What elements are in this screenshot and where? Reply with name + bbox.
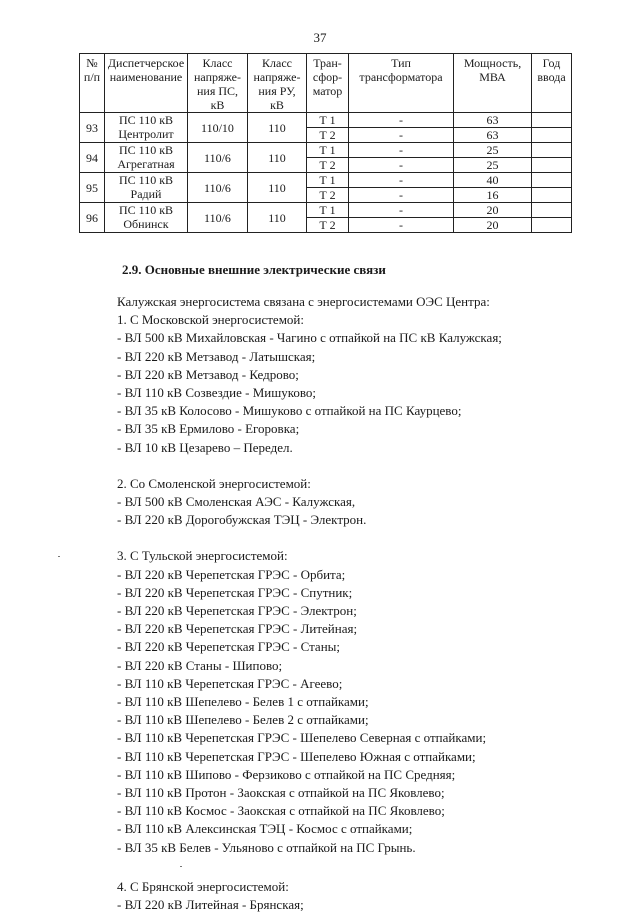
- page-number: 37: [313, 30, 327, 45]
- row-transformer: Т 1: [307, 113, 349, 128]
- row-power: 25: [454, 143, 532, 158]
- header-ru-voltage: Класс напряже-ния РУ, кВ: [248, 54, 307, 113]
- row-num: 94: [80, 143, 105, 173]
- list-item: - ВЛ 220 кВ Дорогобужская ТЭЦ - Электрон.: [117, 512, 367, 528]
- list-item: - ВЛ 500 кВ Михайловская - Чагино с отпайкой на ПС кВ Калужская;: [117, 330, 502, 346]
- row-ru-voltage: 110: [248, 203, 307, 233]
- header-year: Год ввода: [532, 54, 572, 113]
- list-item: - ВЛ 220 кВ Черепетская ГРЭС - Электрон;: [117, 603, 357, 619]
- group-heading-tula: 3. С Тульской энергосистемой:: [117, 548, 288, 564]
- header-power: Мощность, МВА: [454, 54, 532, 113]
- row-ps-voltage: 110/10: [188, 113, 248, 143]
- list-item: - ВЛ 220 кВ Метзавод - Латышская;: [117, 348, 316, 364]
- paragraph-gap: [117, 857, 627, 878]
- row-type: -: [349, 158, 454, 173]
- row-transformer: Т 2: [307, 218, 349, 233]
- row-power: 20: [454, 203, 532, 218]
- row-transformer: Т 1: [307, 173, 349, 188]
- list-item: - ВЛ 220 кВ Станы - Шипово;: [117, 657, 283, 673]
- row-name: ПС 110 кВ Агрегатная: [105, 143, 188, 173]
- paragraph-gap: [117, 457, 627, 475]
- header-transformer-type: Тип трансформатора: [349, 54, 454, 113]
- section-body: [117, 293, 627, 914]
- row-name: ПС 110 кВ Радий: [105, 173, 188, 203]
- row-num: 95: [80, 173, 105, 203]
- table-row: [80, 113, 572, 128]
- row-transformer: Т 2: [307, 158, 349, 173]
- list-item: - ВЛ 35 кВ Белев - Ульяново с отпайкой на ПС Грынь.: [117, 839, 416, 855]
- row-year: [532, 188, 572, 203]
- list-item: - ВЛ 10 кВ Цезарево – Передел.: [117, 439, 293, 455]
- scan-speck: [58, 556, 60, 557]
- list-item: - ВЛ 110 кВ Черепетская ГРЭС - Шепелево Северная с отпайками;: [117, 730, 487, 746]
- row-ps-voltage: 110/6: [188, 203, 248, 233]
- row-transformer: Т 2: [307, 188, 349, 203]
- row-ru-voltage: 110: [248, 113, 307, 143]
- paragraph-gap: [117, 529, 627, 547]
- list-item: - ВЛ 110 кВ Протон - Заокская с отпайкой на ПС Яковлево;: [117, 785, 445, 801]
- row-power: 63: [454, 113, 532, 128]
- row-power: 63: [454, 128, 532, 143]
- header-transformer: Тран-сфор-матор: [307, 54, 349, 113]
- list-item: - ВЛ 110 кВ Шепелево - Белев 1 с отпайками;: [117, 694, 369, 710]
- list-item: - ВЛ 220 кВ Литейная - Брянская;: [117, 897, 304, 913]
- row-year: [532, 218, 572, 233]
- table-header-row: [80, 54, 572, 113]
- list-item: - ВЛ 110 кВ Шипово - Ферзиково с отпайкой на ПС Средняя;: [117, 766, 456, 782]
- group-heading-bryansk: 4. С Брянской энергосистемой:: [117, 878, 289, 894]
- row-ru-voltage: 110: [248, 173, 307, 203]
- row-power: 16: [454, 188, 532, 203]
- row-type: -: [349, 113, 454, 128]
- list-item: - ВЛ 220 кВ Черепетская ГРЭС - Станы;: [117, 639, 340, 655]
- list-item: - ВЛ 110 кВ Созвездие - Мишуково;: [117, 385, 317, 401]
- row-transformer: Т 1: [307, 203, 349, 218]
- group-heading-moscow: 1. С Московской энергосистемой:: [117, 312, 304, 328]
- list-item: - ВЛ 500 кВ Смоленская АЭС - Калужская,: [117, 494, 356, 510]
- row-power: 25: [454, 158, 532, 173]
- row-year: [532, 128, 572, 143]
- scan-speck: [180, 866, 182, 867]
- row-name: ПС 110 кВ Обнинск: [105, 203, 188, 233]
- section-title: 2.9. Основные внешние электрические связи: [122, 262, 386, 277]
- row-ru-voltage: 110: [248, 143, 307, 173]
- list-item: - ВЛ 220 кВ Метзавод - Кедрово;: [117, 366, 299, 382]
- row-num: 96: [80, 203, 105, 233]
- row-transformer: Т 2: [307, 128, 349, 143]
- row-transformer: Т 1: [307, 143, 349, 158]
- group-heading-smolensk: 2. Со Смоленской энергосистемой:: [117, 475, 311, 491]
- row-year: [532, 143, 572, 158]
- list-item: - ВЛ 35 кВ Колосово - Мишуково с отпайкой на ПС Каурцево;: [117, 403, 462, 419]
- row-type: -: [349, 128, 454, 143]
- row-name: ПС 110 кВ Центролит: [105, 113, 188, 143]
- list-item: - ВЛ 35 кВ Ермилово - Егоровка;: [117, 421, 300, 437]
- list-item: - ВЛ 220 кВ Черепетская ГРЭС - Орбита;: [117, 566, 346, 582]
- row-power: 40: [454, 173, 532, 188]
- row-ps-voltage: 110/6: [188, 143, 248, 173]
- header-name: Диспетчерское наименование: [105, 54, 188, 113]
- row-type: -: [349, 173, 454, 188]
- row-year: [532, 203, 572, 218]
- row-type: -: [349, 218, 454, 233]
- row-type: -: [349, 188, 454, 203]
- intro-paragraph: Калужская энергосистема связана с энергосистемами ОЭС Центра:: [117, 294, 490, 309]
- row-year: [532, 113, 572, 128]
- row-type: -: [349, 143, 454, 158]
- list-item: - ВЛ 220 кВ Черепетская ГРЭС - Литейная;: [117, 621, 358, 637]
- list-item: - ВЛ 110 кВ Черепетская ГРЭС - Агеево;: [117, 675, 343, 691]
- list-item: - ВЛ 220 кВ Черепетская ГРЭС - Спутник;: [117, 584, 353, 600]
- row-type: -: [349, 203, 454, 218]
- row-year: [532, 173, 572, 188]
- header-num: № п/п: [80, 54, 105, 113]
- table-row: [80, 143, 572, 158]
- list-item: - ВЛ 110 кВ Космос - Заокская с отпайкой на ПС Яковлево;: [117, 803, 445, 819]
- row-ps-voltage: 110/6: [188, 173, 248, 203]
- list-item: - ВЛ 110 кВ Шепелево - Белев 2 с отпайками;: [117, 712, 369, 728]
- list-item: - ВЛ 110 кВ Черепетская ГРЭС - Шепелево Южная с отпайками;: [117, 748, 476, 764]
- list-item: - ВЛ 110 кВ Алексинская ТЭЦ - Космос с отпайками;: [117, 821, 413, 837]
- table-row: [80, 203, 572, 218]
- table-row: [80, 173, 572, 188]
- header-ps-voltage: Класс напряже-ния ПС, кВ: [188, 54, 248, 113]
- row-power: 20: [454, 218, 532, 233]
- row-year: [532, 158, 572, 173]
- transformer-table: [79, 53, 572, 233]
- row-num: 93: [80, 113, 105, 143]
